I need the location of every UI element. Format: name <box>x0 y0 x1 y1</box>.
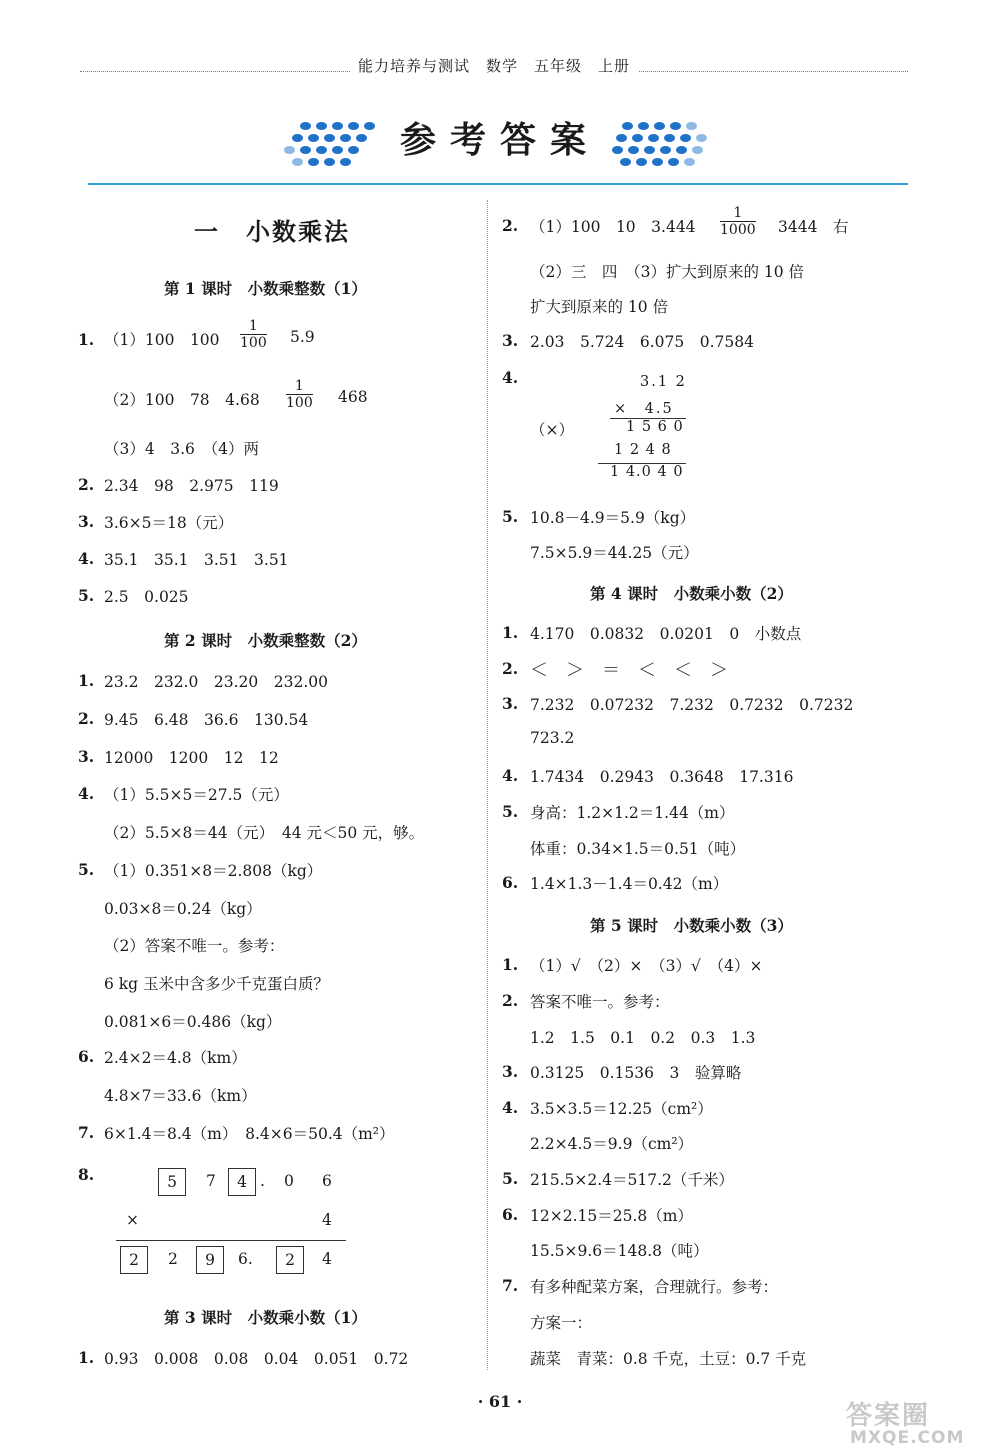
item-number: 1. <box>78 1348 95 1367</box>
answer-line: 35.1 35.1 3.51 3.51 <box>104 551 289 569</box>
answer-line: 723.2 <box>530 729 575 747</box>
answer-line: 5.9 <box>290 328 315 346</box>
section-heading-1: 第 1 课时 小数乘整数（1） <box>164 279 367 298</box>
answer-line: 2.03 5.724 6.075 0.7584 <box>530 333 754 351</box>
answer-line: ＜ ＞ ＝ ＜ ＜ ＞ <box>530 660 728 681</box>
answer-line: （2）100 78 4.68 <box>104 391 260 409</box>
item-number: 1. <box>502 955 519 974</box>
digit: 2 <box>168 1250 178 1268</box>
answer-line: 6 kg 玉米中含多少千克蛋白质？ <box>104 975 330 993</box>
item-number: 6. <box>502 873 519 892</box>
answer-line: 1.7434 0.2943 0.3648 17.316 <box>530 768 794 786</box>
item-number: 3. <box>78 747 95 766</box>
answer-line: （1）100 100 <box>104 331 220 349</box>
item-number: 3. <box>502 331 519 350</box>
fraction-numerator: 1 <box>286 378 313 395</box>
answer-line: 0.081×6＝0.486（kg） <box>104 1013 282 1031</box>
answer-line: 体重：0.34×1.5＝0.51（吨） <box>530 840 746 858</box>
fraction-denominator: 100 <box>286 395 313 411</box>
calc-row: 1 2 4 8 <box>614 442 672 458</box>
digit: 6. <box>238 1250 253 1268</box>
answer-line: 6×1.4＝8.4（m） 8.4×6＝50.4（m²） <box>104 1125 395 1143</box>
answer-line: 1.4×1.3－1.4＝0.42（m） <box>530 875 729 893</box>
answer-line: 2.4×2＝4.8（km） <box>104 1049 247 1067</box>
calc-row: 1 5 6 0 <box>626 419 684 435</box>
answer-line: 12000 1200 12 12 <box>104 749 279 767</box>
fraction-denominator: 1000 <box>720 222 756 238</box>
item-number: 7. <box>502 1276 519 1295</box>
answer-line: 有多种配菜方案，合理就行。参考： <box>530 1278 779 1296</box>
item-number: 5. <box>78 586 95 605</box>
answer-line: （2）5.5×8＝44（元） 44 元＜50 元，够。 <box>104 824 425 842</box>
answer-line: 身高：1.2×1.2＝1.44（m） <box>530 804 735 822</box>
fraction-numerator: 1 <box>240 318 267 335</box>
digit: 0 <box>284 1172 294 1190</box>
answer-line: 7.232 0.07232 7.232 0.7232 0.7232 <box>530 696 854 714</box>
digit: . <box>260 1172 265 1190</box>
item-number: 6. <box>502 1205 519 1224</box>
item-number: 4. <box>78 549 95 568</box>
answer-line: 蔬菜 青菜：0.8 千克，土豆：0.7 千克 <box>530 1350 807 1368</box>
answer-line: 1.2 1.5 0.1 0.2 0.3 1.3 <box>530 1029 756 1047</box>
fraction-denominator: 100 <box>240 335 267 351</box>
item-number: 2. <box>502 991 519 1010</box>
item-number: 7. <box>78 1123 95 1142</box>
answer-line: （1）0.351×8＝2.808（kg） <box>104 862 323 880</box>
page-number: · 61 · <box>477 1392 523 1411</box>
answer-line: 3444 右 <box>778 218 849 236</box>
answer-line: 3.5×3.5＝12.25（cm²） <box>530 1100 713 1118</box>
chapter-title: 一 小数乘法 <box>194 217 350 246</box>
answer-line: 0.3125 0.1536 3 验算略 <box>530 1064 742 1082</box>
answer-line: 215.5×2.4＝517.2（千米） <box>530 1171 734 1189</box>
answer-line: 468 <box>338 388 368 406</box>
answer-line: （1）√ （2）× （3）√ （4）× <box>530 957 763 975</box>
page-title: 参考答案 <box>399 119 600 161</box>
digit: 7 <box>206 1172 216 1190</box>
item-number: 4. <box>502 766 519 785</box>
item-number: 3. <box>502 694 519 713</box>
item-number: 1. <box>502 623 519 642</box>
answer-line: （2）答案不唯一。参考： <box>104 937 285 955</box>
boxed-digit: 4 <box>228 1168 256 1196</box>
answer-line: 4.8×7＝33.6（km） <box>104 1087 257 1105</box>
watermark-logo: 答案圈 <box>846 1401 931 1431</box>
answer-line: 7.5×5.9＝44.25（元） <box>530 544 699 562</box>
answer-line: 4.170 0.0832 0.0201 0 小数点 <box>530 625 802 643</box>
answer-line: 方案一： <box>530 1314 593 1332</box>
item-number: 8. <box>78 1165 95 1184</box>
item-number: 6. <box>78 1047 95 1066</box>
answer-line: 9.45 6.48 36.6 130.54 <box>104 711 309 729</box>
section-heading-2: 第 2 课时 小数乘整数（2） <box>164 631 367 650</box>
section-heading-5: 第 5 课时 小数乘小数（3） <box>590 916 793 935</box>
item-number: 5. <box>78 860 95 879</box>
item-number: 2. <box>78 709 95 728</box>
answer-line: 2.34 98 2.975 119 <box>104 477 279 495</box>
digit: 6 <box>322 1172 332 1190</box>
calc-row: 3.1 2 <box>640 374 687 390</box>
answer-line: （1）5.5×5＝27.5（元） <box>104 786 289 804</box>
item-number: 1. <box>78 671 95 690</box>
section-heading-4: 第 4 课时 小数乘小数（2） <box>590 584 793 603</box>
answer-line: 12×2.15＝25.8（m） <box>530 1207 693 1225</box>
answer-line: 扩大到原来的 10 倍 <box>530 298 669 316</box>
boxed-digit: 2 <box>120 1246 148 1274</box>
item-number: 2. <box>502 659 519 678</box>
watermark-url: MXQE.COM <box>850 1428 965 1448</box>
item-number: 5. <box>502 507 519 526</box>
item-number: 2. <box>502 216 519 235</box>
fraction <box>720 205 756 238</box>
header-text: 能力培养与测试 数学 五年级 上册 <box>350 57 638 75</box>
item-number: 5. <box>502 802 519 821</box>
item-number: 2. <box>78 475 95 494</box>
item-number: 4. <box>78 784 95 803</box>
answer-line: 15.5×9.6＝148.8（吨） <box>530 1242 709 1260</box>
calc-row: × 4.5 <box>614 401 674 417</box>
item-number: 3. <box>502 1062 519 1081</box>
answer-line: 答案不唯一。参考： <box>530 993 670 1011</box>
boxed-digit: 5 <box>158 1168 186 1196</box>
boxed-digit: 2 <box>276 1246 304 1274</box>
answer-line: 2.5 0.025 <box>104 588 189 606</box>
item-number: 1. <box>78 330 95 349</box>
answer-line: 0.03×8＝0.24（kg） <box>104 900 262 918</box>
item-number: 3. <box>78 512 95 531</box>
answer-line: （2）三 四 （3）扩大到原来的 10 倍 <box>530 263 805 281</box>
calc-row: 1 4.0 4 0 <box>610 464 684 480</box>
section-heading-3: 第 3 课时 小数乘小数（1） <box>164 1308 367 1327</box>
fraction-numerator: 1 <box>720 205 756 222</box>
answer-line: （3）4 3.6 （4）两 <box>104 440 259 458</box>
answer-line: 0.93 0.008 0.08 0.04 0.051 0.72 <box>104 1350 409 1368</box>
item-number: 4. <box>502 1098 519 1117</box>
item-number: 4. <box>502 368 519 387</box>
item-number: 5. <box>502 1169 519 1188</box>
answer-line: （1）100 10 3.444 <box>530 218 696 236</box>
digit: 4 <box>322 1211 332 1229</box>
answer-line: 3.6×5＝18（元） <box>104 514 234 532</box>
answer-line: 10.8－4.9＝5.9（kg） <box>530 509 696 527</box>
answer-line: 23.2 232.0 23.20 232.00 <box>104 673 328 691</box>
boxed-digit: 9 <box>196 1246 224 1274</box>
times-sign: × <box>126 1211 139 1229</box>
digit: 4 <box>322 1250 332 1268</box>
wrong-mark: （×） <box>530 421 574 439</box>
answer-line: 2.2×4.5＝9.9（cm²） <box>530 1135 694 1153</box>
